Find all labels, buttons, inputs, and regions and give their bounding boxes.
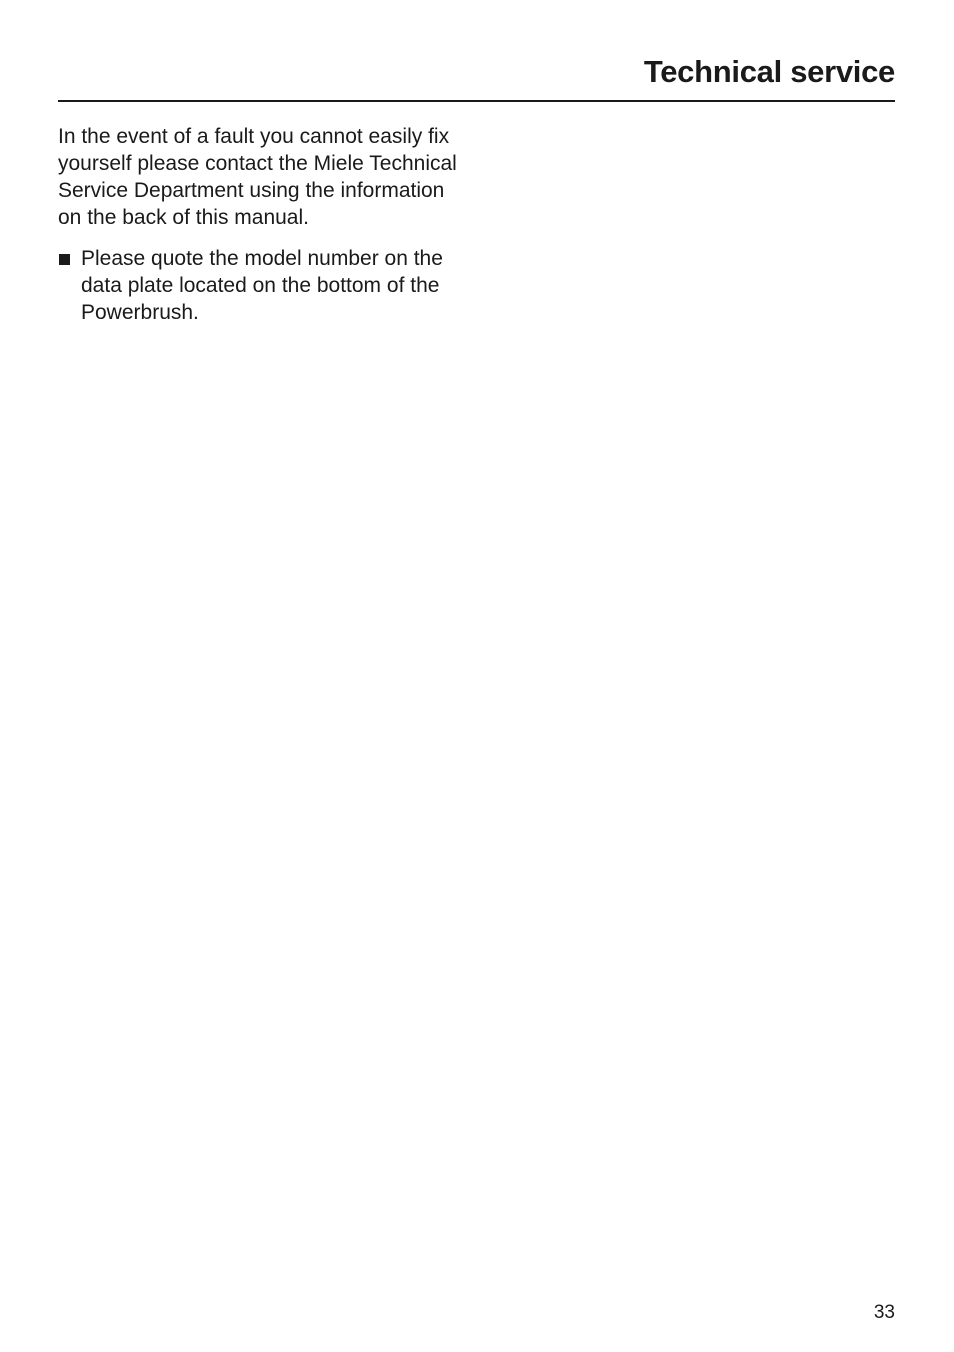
- page-number: 33: [873, 1302, 895, 1323]
- list-item-text: Please quote the model number on the data plate located on the bottom of the Powerbrush.: [81, 247, 443, 324]
- instruction-list: [58, 245, 468, 326]
- page-title: Technical service: [643, 54, 895, 89]
- list-item: [58, 245, 468, 326]
- page-header: [58, 50, 895, 102]
- main-content: [58, 123, 468, 326]
- intro-paragraph: In the event of a fault you cannot easily fix yourself please contact the Miele Technical Service Department using the information on the back of this manual.: [58, 125, 457, 229]
- square-bullet-icon: [59, 254, 70, 265]
